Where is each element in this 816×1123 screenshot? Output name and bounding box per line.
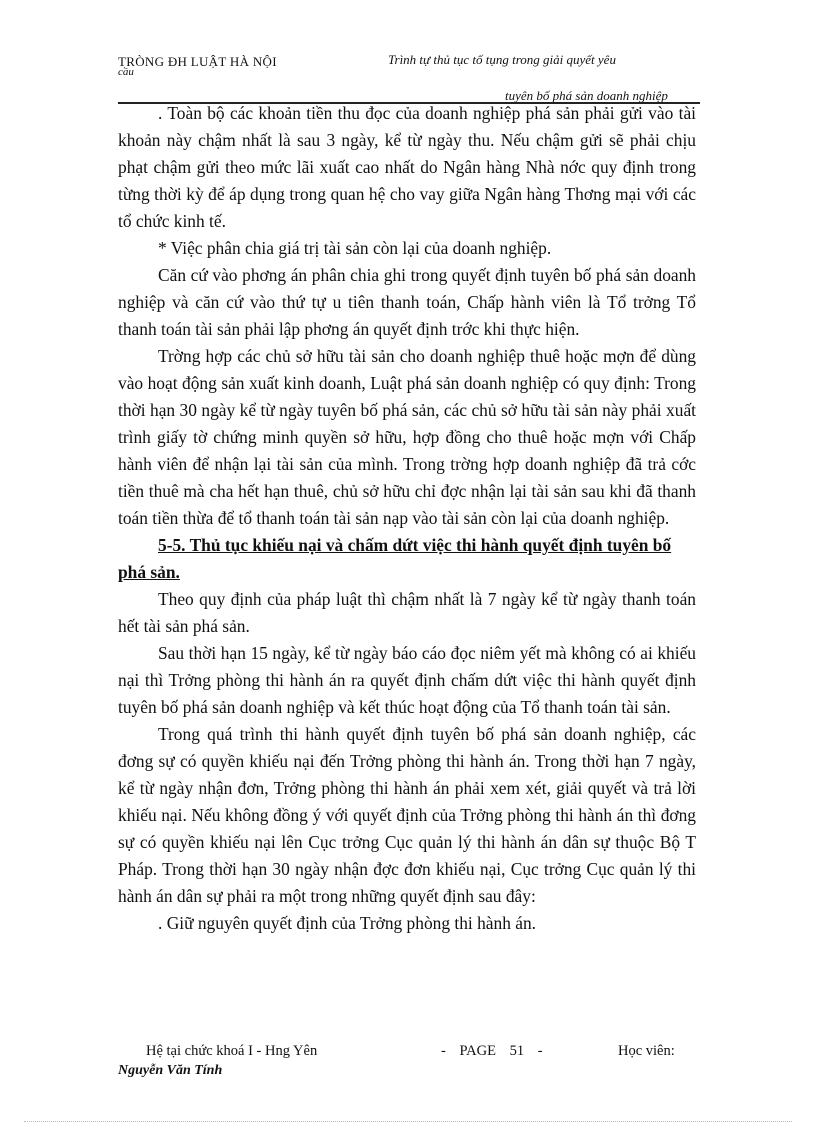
- paragraph-division-plan: Căn cứ vào phơng án phân chia ghi trong quyết định tuyên bố phá sản doanh nghiệp và căn cứ vào thứ tự u tiên thanh toán, Chấp hành viên là Tổ trởng Tổ thanh toán tài sản phải lập phơng án quyết định trớc khi thực hiện.: [118, 265, 696, 339]
- page-body: [118, 100, 696, 937]
- paragraph-complaints: Trong quá trình thi hành quyết định tuyên bố phá sản doanh nghiệp, các đơng sự có quyền khiếu nại đến Trởng phòng thi hành án. Trong thời hạn 7 ngày, kể từ ngày nhận đơn, Trởng phòng thi hành án phải xem xét, giải quyết và trả lời khiếu nại. Nếu không đồng ý với quyết định của Trởng phòng thi hành án thì đơng sự có quyền khiếu nại lên Cục trởng Cục quản lý thi hành án dân sự thuộc Bộ T Pháp. Trong thời hạn 30 ngày nhận đợc đơn khiếu nại, Cục trởng Cục quản lý thi hành án dân sự phải ra một trong những quyết định sau đây:: [118, 724, 696, 906]
- header-document-title-continued: tuyên bố phá sản doanh nghiệp: [505, 88, 668, 103]
- footer-program: Hệ tại chức khoá I - Hng Yên: [146, 1043, 318, 1059]
- paragraph-decision-option: . Giữ nguyên quyết định của Trởng phòng thi hành án.: [158, 913, 536, 933]
- header-document-title: Trình tự thủ tục tố tụng trong giải quyết yêu: [388, 52, 616, 67]
- paragraph-deadline: Theo quy định của pháp luật thì chậm nhất là 7 ngày kể từ ngày thanh toán hết tài sản phá sản.: [118, 589, 696, 636]
- paragraph-deposit-rules: . Toàn bộ các khoản tiền thu đọc của doanh nghiệp phá sản phải gửi vào tài khoản này chậm nhất là sau 3 ngày, kể từ ngày thu. Nếu chậm gửi sẽ phải chịu phạt chậm gửi theo mức lãi xuất cao nhất do Ngân hàng Nhà nớc quy định trong từng thời kỳ để áp dụng trong quan hệ cho vay giữa Ngân hàng Thơng mại với các tổ chức kinh tế.: [118, 103, 696, 231]
- paragraph-termination: Sau thời hạn 15 ngày, kể từ ngày báo cáo đọc niêm yết mà không có ai khiếu nại thì Trởng phòng thi hành án ra quyết định chấm dứt việc thi hành quyết định tuyên bố phá sản doanh nghiệp và kết thúc hoạt động của Tổ thanh toán tài sản.: [118, 643, 696, 717]
- footer-student-name: Nguyễn Văn Tính: [118, 1063, 223, 1078]
- footer-student-label: Học viên:: [618, 1043, 675, 1059]
- bottom-border: [24, 1121, 792, 1122]
- section-heading: 5-5. Thủ tục khiếu nại và chấm dứt việc thi hành quyết định tuyên bố phá sản.: [118, 535, 672, 582]
- paragraph-leased-assets: Trờng hợp các chủ sở hữu tài sản cho doanh nghiệp thuê hoặc mợn để dùng vào hoạt động sản xuất kinh doanh, Luật phá sản doanh nghiệp có quy định: Trong thời hạn 30 ngày kể từ ngày tuyên bố phá sản, các chủ sở hữu tài sản này phải xuất trình giấy tờ chứng minh quyền sở hữu, hợp đồng cho thuê hoặc mợn với Chấp hành viên để nhận lại tài sản của mình. Trong trờng hợp doanh nghiệp đã trả cớc tiền thuê mà cha hết hạn thuê, chủ sở hữu chỉ đợc nhận lại tài sản sau khi đã thanh toán tiền thừa để tổ thanh toán tài sản nạp vào tài sản còn lại của doanh nghiệp.: [118, 346, 696, 528]
- header-school: TRÒNG ĐH LUẬT HÀ NỘI: [118, 54, 277, 69]
- footer-page-number: - PAGE 51 -: [441, 1043, 543, 1059]
- header-school-continued: cầu: [118, 66, 134, 78]
- paragraph-asset-division-title: * Việc phân chia giá trị tài sản còn lại của doanh nghiệp.: [158, 238, 552, 258]
